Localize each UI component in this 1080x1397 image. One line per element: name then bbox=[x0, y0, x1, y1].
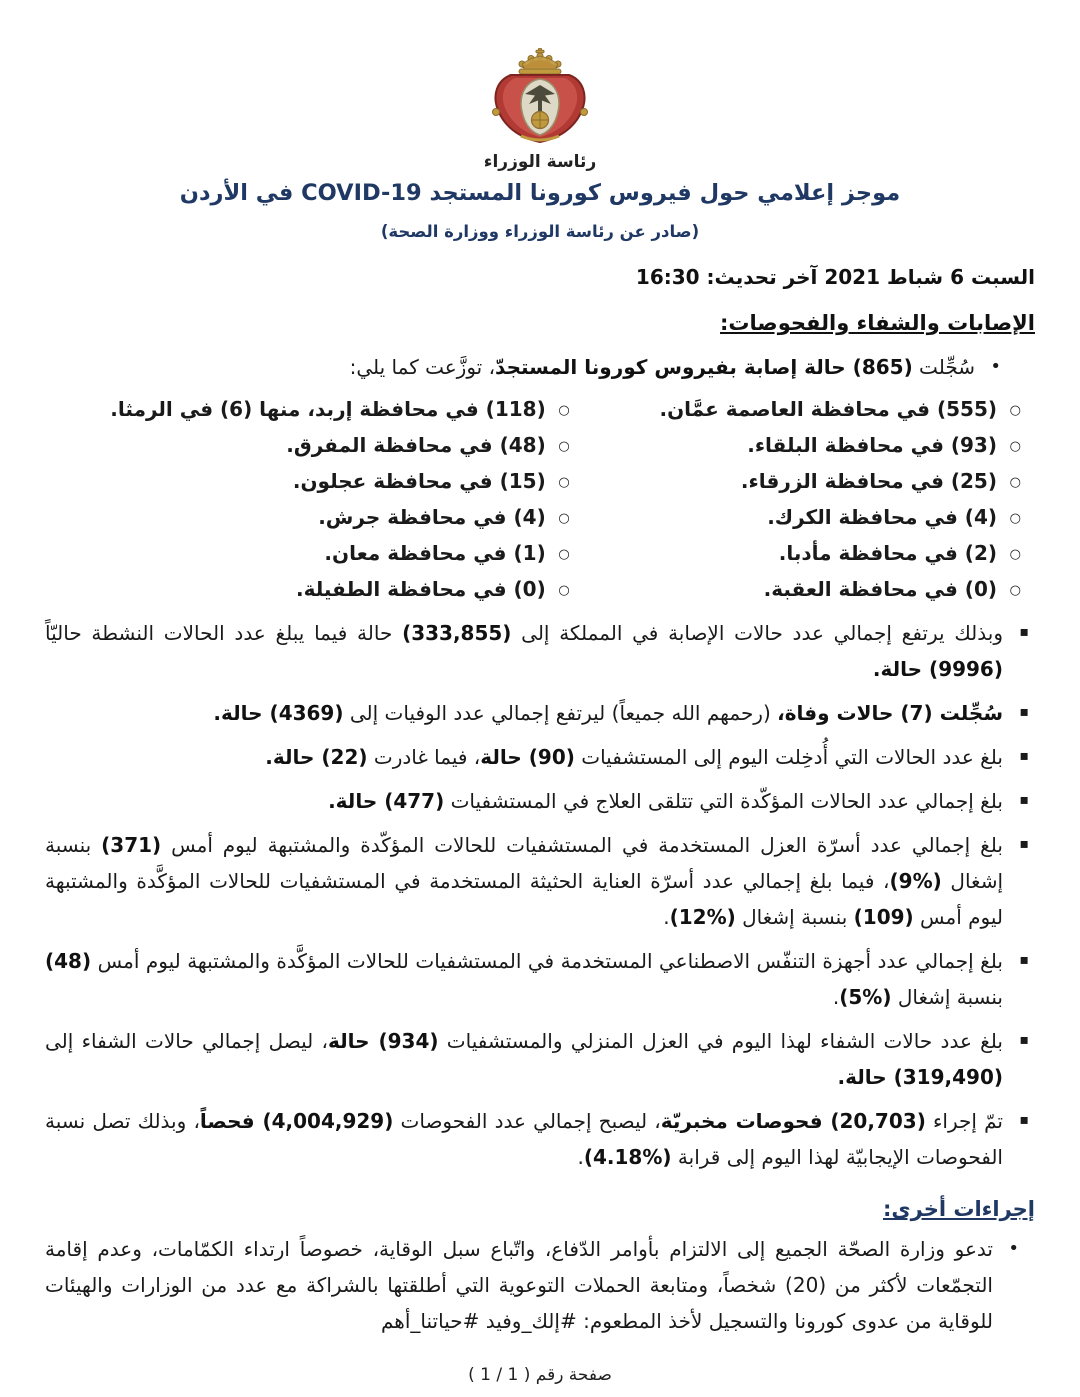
disc-bullet-icon: • bbox=[990, 356, 1001, 377]
text-segment: بلغ عدد حالات الشفاء لهذا اليوم في العزل المنزلي والمستشفيات bbox=[438, 1029, 1003, 1053]
ventilators-text bbox=[45, 943, 1003, 1015]
section-heading-infections: الإصابات والشفاء والفحوصات: bbox=[720, 311, 1035, 335]
list-item bbox=[45, 427, 570, 463]
text-segment-bold: (%12) bbox=[669, 905, 736, 929]
hospital-admissions-text bbox=[45, 739, 1003, 775]
text-segment-bold: (4369) حالة. bbox=[213, 701, 344, 725]
text-segment: سُجِّلت bbox=[912, 355, 975, 379]
bullet-hospital-admissions bbox=[45, 739, 1035, 775]
text-segment-bold: (48) bbox=[45, 949, 92, 973]
text-segment-bold: (%9) bbox=[889, 869, 942, 893]
text-segment: . bbox=[663, 905, 670, 929]
circle-bullet-icon: ○ bbox=[558, 511, 570, 526]
logo-block bbox=[45, 48, 1035, 172]
bullet-lab-tests bbox=[45, 1103, 1035, 1175]
text-segment-bold: (9996) حالة. bbox=[872, 657, 1003, 681]
governorate-case-count: (2) في محافظة مأدبا. bbox=[778, 541, 997, 565]
section-heading-other-measures: إجراءات أخرى: bbox=[883, 1197, 1035, 1221]
text-segment-bold: سُجِّلت (7) حالات وفاة، bbox=[777, 701, 1003, 725]
logo-caption: رئاسة الوزراء bbox=[483, 152, 597, 172]
text-segment: (رحمهم الله جميعاً) ليرتفع إجمالي عدد الوفيات إلى bbox=[343, 701, 778, 725]
text-segment: حالة فيما يبلغ عدد الحالات النشطة حاليّاً bbox=[45, 621, 403, 645]
text-segment-bold: (20,703) فحوصات مخبريّة bbox=[660, 1109, 926, 1133]
bullet-recoveries bbox=[45, 1023, 1035, 1095]
text-segment-bold: (%4.18) bbox=[583, 1145, 672, 1169]
circle-bullet-icon: ○ bbox=[558, 403, 570, 418]
text-segment-bold: (477) حالة. bbox=[328, 789, 445, 813]
governorate-case-count: (555) في محافظة العاصمة عمَّان. bbox=[659, 397, 997, 421]
text-segment-bold: (333,855) bbox=[402, 621, 512, 645]
governorates-column-right bbox=[570, 391, 1035, 607]
circle-bullet-icon: ○ bbox=[558, 583, 570, 598]
text-segment: وبذلك يرتفع إجمالي عدد حالات الإصابة في المملكة إلى bbox=[511, 621, 1003, 645]
text-segment: ، توزَّعت كما يلي: bbox=[349, 355, 496, 379]
text-segment-bold: (109) bbox=[853, 905, 914, 929]
list-item bbox=[45, 463, 570, 499]
circle-bullet-icon: ○ bbox=[1009, 547, 1021, 562]
circle-bullet-icon: ○ bbox=[1009, 475, 1021, 490]
square-bullet-icon: ▪ bbox=[1019, 1112, 1029, 1128]
text-segment: . bbox=[577, 1145, 584, 1169]
text-segment: تمّ إجراء bbox=[925, 1109, 1003, 1133]
text-segment: بنسبة إشغال bbox=[735, 905, 854, 929]
lab-tests-text bbox=[45, 1103, 1003, 1175]
square-bullet-icon: ▪ bbox=[1019, 836, 1029, 852]
list-item bbox=[45, 571, 570, 607]
governorate-case-count: (93) في محافظة البلقاء. bbox=[747, 433, 997, 457]
text-segment-bold: (4,004,929) فحصاً bbox=[199, 1109, 394, 1133]
text-segment: بنسبة إشغال bbox=[45, 833, 1004, 893]
list-item bbox=[570, 535, 1021, 571]
list-item bbox=[570, 499, 1021, 535]
new-cases-text bbox=[45, 349, 975, 385]
list-item bbox=[45, 391, 570, 427]
list-item bbox=[570, 571, 1021, 607]
total-cases-text bbox=[45, 615, 1003, 687]
disc-bullet-icon: • bbox=[1008, 1238, 1019, 1259]
text-segment-bold: (934) حالة bbox=[328, 1029, 439, 1053]
text-segment: بلغ إجمالي عدد الحالات المؤكّدة التي تتلقى العلاج في المستشفيات bbox=[444, 789, 1003, 813]
circle-bullet-icon: ○ bbox=[1009, 403, 1021, 418]
bullet-health-ministry-call bbox=[45, 1231, 1035, 1339]
jordan-coat-of-arms-icon bbox=[465, 48, 615, 148]
text-segment: بلغ إجمالي عدد أسرّة العزل المستخدمة في المستشفيات للحالات المؤكّدة والمشتبهة ليوم أمس bbox=[161, 833, 1003, 857]
list-item bbox=[570, 391, 1021, 427]
text-segment: ، فيما بلغ إجمالي عدد أسرّة العناية الحثيثة المستخدمة في المستشفيات للحالات المؤكَّدة والمشتبهة ليوم أمس bbox=[45, 869, 1003, 929]
governorate-case-count: (0) في محافظة الطفيلة. bbox=[295, 577, 546, 601]
text-segment-bold: (90) حالة bbox=[480, 745, 575, 769]
governorate-case-count: (4) في محافظة الكرك. bbox=[767, 505, 997, 529]
square-bullet-icon: ▪ bbox=[1019, 624, 1029, 640]
square-bullet-icon: ▪ bbox=[1019, 792, 1029, 808]
bullet-hospitalized-confirmed bbox=[45, 783, 1035, 819]
square-bullet-icon: ▪ bbox=[1019, 704, 1029, 720]
square-bullet-icon: ▪ bbox=[1019, 1032, 1029, 1048]
governorate-case-count: (15) في محافظة عجلون. bbox=[292, 469, 546, 493]
circle-bullet-icon: ○ bbox=[558, 439, 570, 454]
text-segment-bold: (%5) bbox=[839, 985, 892, 1009]
list-item bbox=[45, 535, 570, 571]
governorates-column-left bbox=[45, 391, 570, 607]
health-ministry-call-text bbox=[45, 1231, 993, 1339]
circle-bullet-icon: ○ bbox=[1009, 439, 1021, 454]
text-segment: . bbox=[832, 985, 840, 1009]
text-segment: بلغ عدد الحالات التي أُدخِلت اليوم إلى المستشفيات bbox=[574, 745, 1003, 769]
date-line: السبت 6 شباط 2021 آخر تحديث: 16:30 bbox=[635, 265, 1035, 289]
text-segment: بلغ إجمالي عدد أجهزة التنفّس الاصطناعي المستخدمة في المستشفيات للحالات المؤكَّدة والمشتبهة ليوم أمس bbox=[91, 949, 1003, 973]
circle-bullet-icon: ○ bbox=[1009, 511, 1021, 526]
page-subtitle: (صادر عن رئاسة الوزراء ووزارة الصحة) bbox=[380, 222, 700, 241]
deaths-text bbox=[45, 695, 1003, 731]
circle-bullet-icon: ○ bbox=[1009, 583, 1021, 598]
text-segment: تدعو وزارة الصحّة الجميع إلى الالتزام بأوامر الدّفاع، واتّباع سبل الوقاية، خصوصاً ارتداء الكمّامات، وعدم إقامة التجمّعات لأكثر من (20) شخصاً، ومتابعة الحملات التوعوية التي أطلقتها بالشراكة مع عدد من الوزارات والهيئات للوقاية من عدوى كورونا والتسجيل لأخذ المطعوم: #إلك_وفيد #حياتنا_أهم bbox=[45, 1237, 993, 1333]
text-segment: ، وبذلك تصل نسبة الفحوصات الإيجابيّة لهذا اليوم إلى قرابة bbox=[45, 1109, 1003, 1169]
square-bullet-icon: ▪ bbox=[1019, 952, 1029, 968]
governorate-case-count: (1) في محافظة معان. bbox=[324, 541, 546, 565]
page-title: موجز إعلامي حول فيروس كورونا المستجد COVID-19 في الأردن bbox=[179, 180, 901, 206]
page-footer: صفحة رقم ( 1 / 1 ) bbox=[468, 1365, 612, 1385]
text-segment: ، ليصل إجمالي حالات الشفاء إلى bbox=[45, 1029, 329, 1053]
isolation-icu-beds-text bbox=[45, 827, 1003, 935]
circle-bullet-icon: ○ bbox=[558, 475, 570, 490]
text-segment: ، ليصبح إجمالي عدد الفحوصات bbox=[393, 1109, 661, 1133]
governorates-columns bbox=[45, 391, 1035, 607]
text-segment-bold: (22) حالة. bbox=[265, 745, 368, 769]
text-segment-bold: (319,490) حالة. bbox=[837, 1065, 1003, 1089]
bullet-deaths bbox=[45, 695, 1035, 731]
hospitalized-confirmed-text bbox=[45, 783, 1003, 819]
governorate-case-count: (118) في محافظة إربد، منها (6) في الرمثا. bbox=[110, 397, 546, 421]
circle-bullet-icon: ○ bbox=[558, 547, 570, 562]
governorate-case-count: (25) في محافظة الزرقاء. bbox=[740, 469, 997, 493]
bullet-ventilators bbox=[45, 943, 1035, 1015]
governorate-case-count: (48) في محافظة المفرق. bbox=[286, 433, 546, 457]
bullet-new-cases bbox=[45, 349, 1035, 385]
bullet-total-cases bbox=[45, 615, 1035, 687]
governorate-case-count: (4) في محافظة جرش. bbox=[318, 505, 546, 529]
recoveries-text bbox=[45, 1023, 1003, 1095]
text-segment-bold: (371) bbox=[101, 833, 162, 857]
governorate-case-count: (0) في محافظة العقبة. bbox=[763, 577, 997, 601]
text-segment-bold: (865) حالة إصابة بفيروس كورونا المستجدّ bbox=[495, 355, 913, 379]
list-item bbox=[570, 463, 1021, 499]
bullet-isolation-icu-beds bbox=[45, 827, 1035, 935]
text-segment: ، فيما غادرت bbox=[367, 745, 481, 769]
square-bullet-icon: ▪ bbox=[1019, 748, 1029, 764]
list-item bbox=[45, 499, 570, 535]
text-segment: بنسبة إشغال bbox=[891, 985, 1003, 1009]
list-item bbox=[570, 427, 1021, 463]
